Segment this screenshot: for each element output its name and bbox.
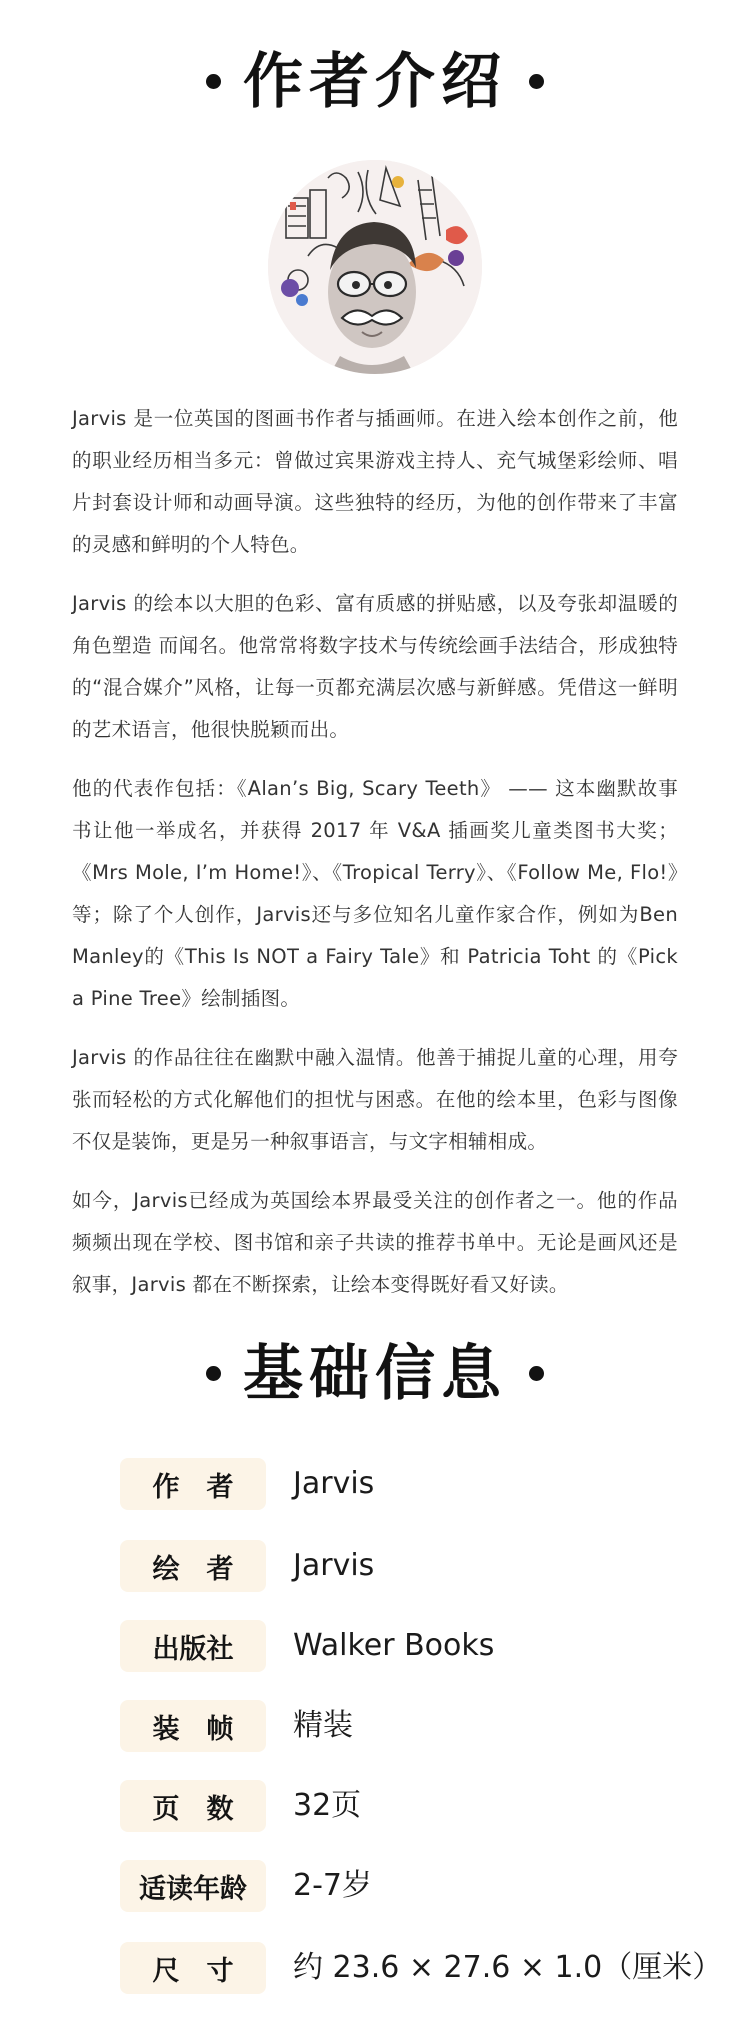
- bio-paragraph: 他的代表作包括：《Alan’s Big, Scary Teeth》 —— 这本幽默故事书让他一举成名，并获得 2017 年 V&A 插画奖儿童类图书大奖；《Mrs Mole, I’m Home!》、《Tropical Terry》、《Follow Me, Flo!》等；除了个人创作，Jarvis还与多位知名儿童作家合作，例如为Ben Manley的《This Is NOT a Fairy Tale》和 Patricia Toht 的《Pick a Pine Tree》绘制插图。: [72, 777, 678, 1010]
- info-value: 精装: [293, 1708, 353, 1743]
- info-value: Walker Books: [293, 1628, 495, 1663]
- author-portrait-illustration: [268, 160, 482, 374]
- info-value: 2-7岁: [293, 1868, 372, 1903]
- info-label: 出版社: [120, 1620, 266, 1672]
- bio-paragraph: 如今，Jarvis已经成为英国绘本界最受关注的创作者之一。他的作品频频出现在学校、图书馆和亲子共读的推荐书单中。无论是画风还是叙事，Jarvis 都在不断探索，让绘本变得既好看又好读。: [72, 1189, 678, 1296]
- bio-paragraph: Jarvis 的绘本以大胆的色彩、富有质感的拼贴感，以及夸张却温暖的角色塑造 而闻名。他常常将数字技术与传统绘画手法结合，形成独特的“混合媒介”风格，让每一页都充满层次感与新鲜感。凭借这一鲜明的艺术语言，他很快脱颖而出。: [72, 592, 678, 741]
- bio-paragraph: Jarvis 是一位英国的图画书作者与插画师。在进入绘本创作之前，他的职业经历相当多元：曾做过宾果游戏主持人、充气城堡彩绘师、唱片封套设计师和动画导演。这些独特的经历，为他的创作带来了丰富的灵感和鲜明的个人特色。: [72, 407, 678, 556]
- author-bio: [72, 398, 678, 1323]
- info-label: 适读年龄: [120, 1860, 266, 1912]
- info-section-title: [0, 1339, 750, 1409]
- info-label: 装 帧: [120, 1700, 266, 1752]
- info-row-age: [120, 1860, 680, 1912]
- bullet-dot-icon: [206, 1366, 221, 1381]
- bullet-dot-icon: [529, 74, 544, 89]
- info-row-size: [120, 1942, 723, 1994]
- info-value: Jarvis: [293, 1466, 375, 1501]
- info-value: 32页: [293, 1788, 362, 1823]
- info-label: 页 数: [120, 1780, 266, 1832]
- info-row-publisher: [120, 1620, 680, 1672]
- author-section-title: [0, 47, 750, 117]
- author-portrait: [268, 160, 482, 374]
- info-value: 约 23.6 × 27.6 × 1.0（厘米）: [293, 1950, 723, 1985]
- author-section-title-text: 作者介绍: [243, 47, 507, 117]
- info-label: 绘 者: [120, 1540, 266, 1592]
- info-section-title-text: 基础信息: [243, 1339, 507, 1409]
- info-label: 尺 寸: [120, 1942, 266, 1994]
- info-row-author: [120, 1458, 680, 1510]
- bullet-dot-icon: [529, 1366, 544, 1381]
- info-row-illustrator: [120, 1540, 680, 1592]
- info-value: Jarvis: [293, 1548, 375, 1583]
- info-row-binding: [120, 1700, 680, 1752]
- bullet-dot-icon: [206, 74, 221, 89]
- bio-paragraph: Jarvis 的作品往往在幽默中融入温情。他善于捕捉儿童的心理，用夸张而轻松的方式化解他们的担忧与困惑。在他的绘本里，色彩与图像不仅是装饰，更是另一种叙事语言，与文字相辅相成。: [72, 1046, 678, 1153]
- info-label: 作 者: [120, 1458, 266, 1510]
- info-row-pages: [120, 1780, 680, 1832]
